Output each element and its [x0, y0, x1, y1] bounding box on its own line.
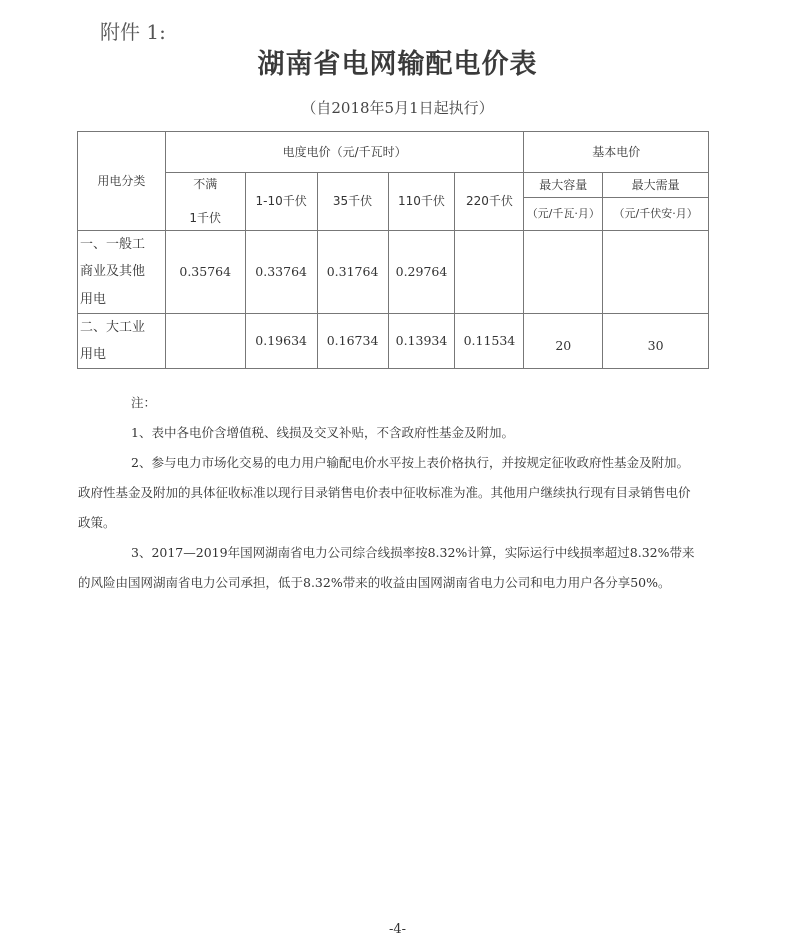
price-cell: 0.35764 — [165, 231, 245, 314]
price-cell — [455, 231, 524, 314]
voltage-header-110kv: 110千伏 — [388, 173, 455, 231]
basic-price-header: 基本电价 — [524, 132, 709, 173]
document-subtitle: （自2018年5月1日起执行） — [301, 99, 494, 117]
attachment-label: 附件 1: — [100, 20, 166, 44]
price-cell: 0.31764 — [317, 231, 388, 314]
max-demand-cell — [603, 231, 709, 314]
price-cell: 0.33764 — [245, 231, 317, 314]
max-demand-header: 最大需量 — [603, 173, 709, 198]
max-capacity-header: 最大容量 — [524, 173, 603, 198]
note-item: 3、2017—2019年国网湖南省电力公司综合线损率按8.32%计算，实际运行中线损率超过8.32%带来的风险由国网湖南省电力公司承担，低于8.32%带来的收益由国网湖南省电力公司和电力用户各分享50%。 — [78, 545, 695, 590]
max-capacity-unit: （元/千瓦·月） — [524, 198, 603, 231]
category-line: 二、大工业 — [80, 319, 146, 335]
table-row — [78, 313, 709, 369]
note-item: 2、参与电力市场化交易的电力用户输配电价水平按上表价格执行，并按规定征收政府性基金及附加。政府性基金及附加的具体征收标准以现行目录销售电价表中征收标准为准。其他用户继续执行现有目录销售电价政策。 — [78, 455, 691, 530]
document-title: 湖南省电网输配电价表 — [257, 49, 538, 80]
category-line: 用电 — [80, 291, 107, 307]
category-line: 用电 — [80, 347, 107, 363]
table-row — [78, 231, 709, 314]
price-cell: 0.11534 — [455, 313, 524, 369]
category-header: 用电分类 — [78, 132, 166, 231]
price-cell — [165, 313, 245, 369]
note-item: 1、表中各电价含增值税、线损及交叉补贴，不含政府性基金及附加。 — [131, 425, 514, 440]
energy-price-header: 电度电价（元/千瓦时） — [165, 132, 524, 173]
price-cell: 0.29764 — [388, 231, 455, 314]
voltage-line1: 不满 — [193, 177, 218, 192]
category-cell — [78, 313, 166, 369]
voltage-header-35kv: 35千伏 — [317, 173, 388, 231]
max-capacity-cell — [524, 231, 603, 314]
price-cell: 0.13934 — [388, 313, 455, 369]
voltage-header-220kv: 220千伏 — [455, 173, 524, 231]
price-cell: 0.16734 — [317, 313, 388, 369]
category-cell — [78, 231, 166, 314]
notes-section — [78, 388, 700, 598]
price-cell: 0.19634 — [245, 313, 317, 369]
page-number: -4- — [388, 922, 407, 937]
max-demand-unit: （元/千伏安·月） — [603, 198, 709, 231]
voltage-header-1-10kv: 1-10千伏 — [245, 173, 317, 231]
category-line: 一、一般工 — [80, 237, 146, 252]
price-table — [77, 131, 709, 369]
voltage-header-under-1kv — [165, 173, 245, 231]
notes-heading: 注： — [131, 395, 157, 410]
max-capacity-cell: 20 — [524, 313, 603, 369]
max-demand-cell: 30 — [603, 313, 709, 369]
voltage-line2: 1千伏 — [189, 210, 222, 225]
category-line: 商业及其他 — [80, 264, 146, 280]
